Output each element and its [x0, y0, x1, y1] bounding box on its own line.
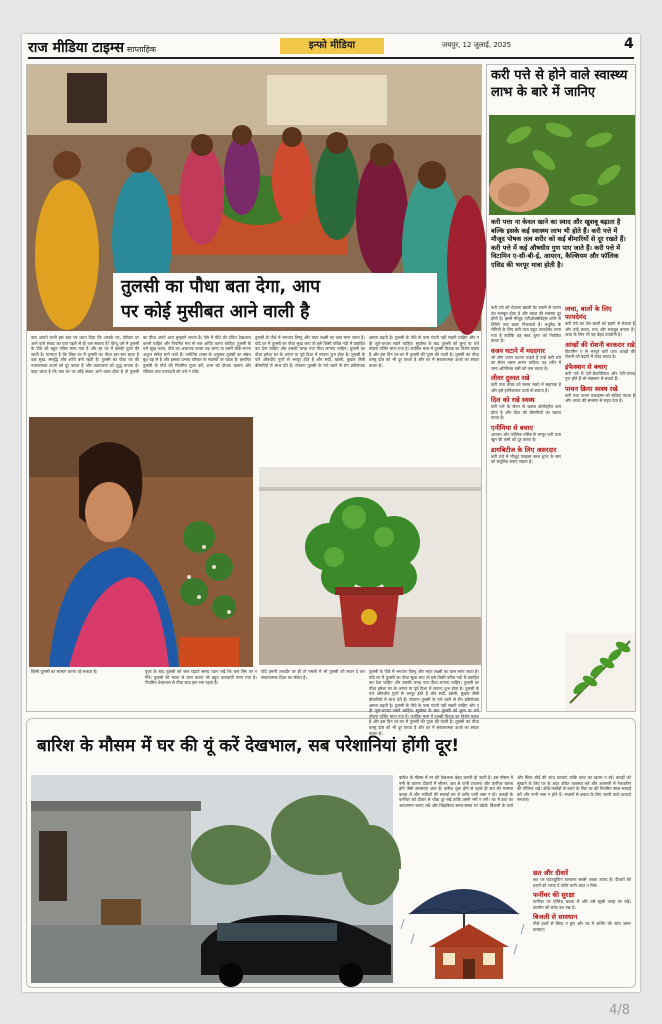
tulsi-headline — [113, 273, 437, 327]
curry-sub-heart: दिल को रखे स्वस्थ — [491, 396, 535, 404]
monsoon-headline: बारिश के मौसम में घर की यूं करें देखभाल, सब परेशानियां होंगी दूर! — [37, 736, 460, 756]
tulsi-headline-line2: पर कोई मुसीबत आने वाली है — [121, 302, 310, 322]
curry-article — [486, 64, 636, 712]
paper-name: राज मीडिया टाइम्स — [28, 40, 124, 56]
curry-col-right — [565, 305, 635, 625]
curry-body-infection: करी पत्ते में एंटी-बैक्टीरियल और एंटी-फंगल गुण होते हैं जो संक्रमण से बचाते हैं। — [565, 370, 635, 381]
monsoon-body-roof: छत पर वाटरप्रूफिंग करवाना सबसे अच्छा उपाय है। दीवारों की दरारों को भरवा दें ताकि पानी अंदर न रिसे। — [533, 877, 631, 888]
rain-house-photo — [31, 775, 393, 983]
curry-body-eyes: विटामिन ए से भरपूर करी पत्ता आंखों की रोशनी को बढ़ाने में मदद करता है। — [565, 348, 635, 359]
monsoon-body-furniture: फर्नीचर पर पॉलिश करवा लें और उसे सूखी जगह पर रखें। कालीन को लपेट कर रख दें। — [533, 899, 631, 910]
dateline: जयपुर, 12 जुलाई, 2025 — [442, 41, 512, 49]
curry-sub-anemia: एनीमिया से बचाए — [491, 423, 533, 432]
tulsi-lower-text-2: तुलसी के पौधे में भगवान विष्णु और माता लक्ष्मी का वास माना जाता है। यदि घर में तुलसी का पौधा सूख जाए तो इसे किसी पवित्र नदी में प्रवाहित कर देना चाहिए और उसकी जगह नया पौधा लगाना चाहिए। तुलसी का पौधा हमेशा घर के आंगन या पूर्व दिशा में लगाना शुभ होता है। तुलसी के पत्ते औषधीय गुणों से भरपूर होते हैं और सर्दी, खांसी, बुखार जैसी बीमारियों में लाभ देते हैं। रोजाना तुलसी के पत्ते खाने से रोग प्रतिरोधक क्षमता बढ़ती है। तुलसी के पौधे के पास गंदगी नहीं रखनी चाहिए और न ही जूते-चप्पल रखने चाहिए। सूर्यास्त के बाद तुलसी को छूना या पत्ते तोड़ना वर्जित माना गया है। कार्तिक मास में तुलसी विवाह का विशेष महत्व है और इस दिन घर-घर में तुलसी की पूजा की जाती है। तुलसी का पौधा वास्तु दोष को भी दूर करता है और घर में सकारात्मक ऊर्जा का संचार करता है। — [369, 669, 479, 736]
monsoon-sub-roof: छत और दीवारें — [533, 869, 569, 877]
monsoon-article — [26, 718, 636, 988]
curry-body-anemia: आयरन और फॉलिक एसिड से भरपूर करी पत्ता खून की कमी को दूर करता है। — [491, 431, 561, 442]
newspaper-page — [22, 34, 640, 992]
tulsi-intro-text: क्या आपने कभी इस बात पर ध्यान दिया कि आपके घर, परिवार पर आने वाले संकट का पता पहले से ही चल सकता है? हिन्दू धर्म में तुलसी के पौधे को बहुत पवित्र माना गया है और हर घर में इसकी पूजा की जाती है। मान्यता है कि जिस घर में तुलसी का पौधा हरा-भरा रहता है वहां सुख, समृद्धि और शांति बनी रहती है। तुलसी का पौधा घर की नकारात्मक ऊर्जा को दूर करता है और वातावरण को शुद्ध बनाता है। कहा जाता है कि जब घर पर कोई संकट आने वाला होता है तो तुलसी का पौधा अपने आप मुरझाने लगता है। ऐसे में पौधे की उचित देखभाल करनी चाहिए और नियमित रूप से जल अर्पित करना चाहिए। तुलसी के पत्ते सूख जाना, पौधे का अचानक काला पड़ जाना या उसमें कीड़े लगना अशुभ संकेत माने जाते हैं। ज्योतिष शास्त्र के अनुसार तुलसी का संबंध बुध ग्रह से है और इसका प्रभाव परिवार के सदस्यों पर पड़ता है। इसलिए तुलसी के पौधे की नियमित पूजा करें, शाम को दीपक जलाएं और रविवार तथा एकादशी को पत्ते न तोड़ें। — [31, 335, 251, 374]
girl-with-tulsi-photo — [29, 417, 253, 667]
masthead-title — [28, 38, 156, 57]
monsoon-body-text: बारिश के मौसम में घर की देखभाल बेहद जरूरी हो जाती है। इस मौसम में नमी के कारण दीवारों में सीलन, छत से पानी टपकना और फर्नीचर खराब होने जैसी समस्याएं आम हैं। बारिश शुरू होने से पहले ही छत की मरम्मत करवा लें और नालियों की सफाई कर लें ताकि पानी जमा न हो। लकड़ी के फर्नीचर को दीवार से थोड़ा दूर रखें ताकि उसमें नमी न लगे। घर में हवा का आवागमन बनाए रखें और खिड़कियां समय-समय पर खोलें। बिजली के तारों और स्विच बोर्ड की जांच करवाएं ताकि करंट का खतरा न रहे। कपड़ों को सुखाने के लिए घर के अंदर उचित व्यवस्था करें और अलमारी में नेफ्थलीन की गोलियां रखें। कीड़े-मकौड़ों से बचने के लिए घर की नियमित साफ-सफाई करें और पानी जमा न होने दें। मच्छरों से बचाव के लिए जाली वाले दरवाजे लगवाएं। — [399, 775, 631, 808]
masthead-rule — [28, 57, 634, 59]
tulsi-article — [26, 64, 482, 736]
curry-sub-infection: इंफेक्शन से बचाए — [565, 362, 608, 371]
curry-body-weight: जो लोग वजन घटाना चाहते हैं उन्हें करी पत्ते का सेवन जरूर करना चाहिए। यह शरीर में जमा अतिरिक्त चर्बी को कम करता है। — [491, 354, 561, 371]
curry-sprig-photo — [565, 633, 635, 711]
umbrella-house-photo — [399, 869, 529, 985]
curry-body-diabetes: करी पत्ते में मौजूद फाइबर ब्लड शुगर के स्तर को संतुलित बनाए रखता है। — [491, 453, 561, 464]
tulsi-caption-left: किसी तुलसी का सामान करना रहे सकता है। — [31, 669, 98, 674]
curry-body-liver: करी पत्ता लीवर को स्वस्थ रखने में सहायक है और इसे हानिकारक तत्वों से बचाता है। — [491, 382, 561, 393]
curry-body-heart: करी पत्ते के सेवन से खराब कोलेस्ट्रॉल कम होता है और दिल की बीमारियों का खतरा घटता है। — [491, 404, 561, 420]
tulsi-caption-right: यदि हमारी तकदीर पर ही तो गमलों में भी तुलसी को स्थान दे कर सकारात्मक दिशा का संकेत है। — [261, 669, 365, 680]
monsoon-body-electric: गीले हाथों से स्विच न छुएं और घर में अर्थिंग की जांच जरूर करवाएं। — [533, 921, 631, 932]
page-number: 4 — [624, 36, 634, 52]
edition-label: साप्ताहिक — [126, 45, 156, 54]
curry-col-left — [491, 305, 561, 713]
page-counter: 4/8 — [609, 1003, 630, 1018]
tulsi-pot-photo — [259, 467, 481, 665]
curry-lead: करी पत्ता ना केवल खाने का स्वाद और खुशबू बढ़ाता है बल्कि इसके कई स्वास्थ्य लाभ भी होते हैं। करी पत्ते में मौजूद पोषक तत्व शरीर को कई बीमारियों से दूर रखते हैं। करी पत्ते में कई औषधीय गुण पाए जाते हैं। करी पत्ते में विटामिन ए-सी-बी-ई, आयरन, कैल्शियम और फॉलिक एसिड की भरपूर मात्रा होती है। — [491, 218, 626, 269]
curry-body-skin: करी पत्ते का तेल बालों को झड़ने से रोकता है और उन्हें काला, घना और मजबूत बनाता है। त्वचा के लिए भी यह बेहद उपयोगी है। — [565, 321, 635, 337]
curry-sub-digestion: पाचन क्रिया स्वस्थ रखे — [565, 384, 618, 393]
curry-sub-diabetes: डायबिटीज के लिए असरदार — [491, 445, 557, 454]
curry-sub-eyes: आंखों की रोशनी बरकरार रखे — [565, 340, 635, 349]
tulsi-lower-text: पूजा के बाद तुलसी को जल चढ़ाते समय ध्यान रखें कि जल सिर पर न गिरे। तुलसी की माला से जाप करना भी बहुत फलदायी माना गया है। नियमित देखभाल से पौधा सदा हरा-भरा रहता है। — [145, 669, 257, 686]
curry-sub-weight: वजन घटाने में मददगार — [491, 346, 545, 355]
curry-body-left: करी पत्ते को रोज़ाना खाली पेट चबाने से पाचन तंत्र मजबूत होता है और कब्ज़ की समस्या दूर होती है। इसमें मौजूद एंटीऑक्सीडेंट्स शरीर से विषैले तत्व बाहर निकालते हैं। मधुमेह के रोगियों के लिए करी पत्ता बहुत फायदेमंद माना गया है क्योंकि यह ब्लड शुगर को नियंत्रित करता है। — [491, 305, 561, 343]
curry-headline: करी पत्ते से होने वाले स्वास्थ्य लाभ के बारे में जानिए — [491, 68, 628, 100]
curry-sub-skin: त्वचा, बालों के लिए फायदेमंद — [565, 305, 612, 321]
monsoon-sub-electric: बिजली से सावधान — [533, 913, 578, 921]
tulsi-headline-line1: तुलसी का पौधा बता देगा, आप — [121, 277, 321, 297]
monsoon-side-col — [533, 869, 631, 985]
section-label: इन्फो मीडिया — [280, 38, 384, 54]
tulsi-body-text: तुलसी के पौधे में भगवान विष्णु और माता लक्ष्मी का वास माना जाता है। यदि घर में तुलसी का पौधा सूख जाए तो इसे किसी पवित्र नदी में प्रवाहित कर देना चाहिए और उसकी जगह नया पौधा लगाना चाहिए। तुलसी का पौधा हमेशा घर के आंगन या पूर्व दिशा में लगाना शुभ होता है। तुलसी के पत्ते औषधीय गुणों से भरपूर होते हैं और सर्दी, खांसी, बुखार जैसी बीमारियों में लाभ देते हैं। रोजाना तुलसी के पत्ते खाने से रोग प्रतिरोधक क्षमता बढ़ती है। तुलसी के पौधे के पास गंदगी नहीं रखनी चाहिए और न ही जूते-चप्पल रखने चाहिए। सूर्यास्त के बाद तुलसी को छूना या पत्ते तोड़ना वर्जित माना गया है। कार्तिक मास में तुलसी विवाह का विशेष महत्व है और इस दिन घर-घर में तुलसी की पूजा की जाती है। तुलसी का पौधा वास्तु दोष को भी दूर करता है और घर में सकारात्मक ऊर्जा का संचार करता है। — [255, 335, 479, 368]
curry-leaves-photo — [489, 115, 635, 215]
curry-sub-liver: लीवर दुरुस्त रखे — [491, 374, 530, 382]
curry-body-digestion: करी पत्ता पाचन एंजाइम्स को सक्रिय करता है और अपच की समस्या से राहत देता है। — [565, 392, 635, 403]
monsoon-sub-furniture: फर्नीचर की सुरक्षा — [533, 891, 575, 899]
